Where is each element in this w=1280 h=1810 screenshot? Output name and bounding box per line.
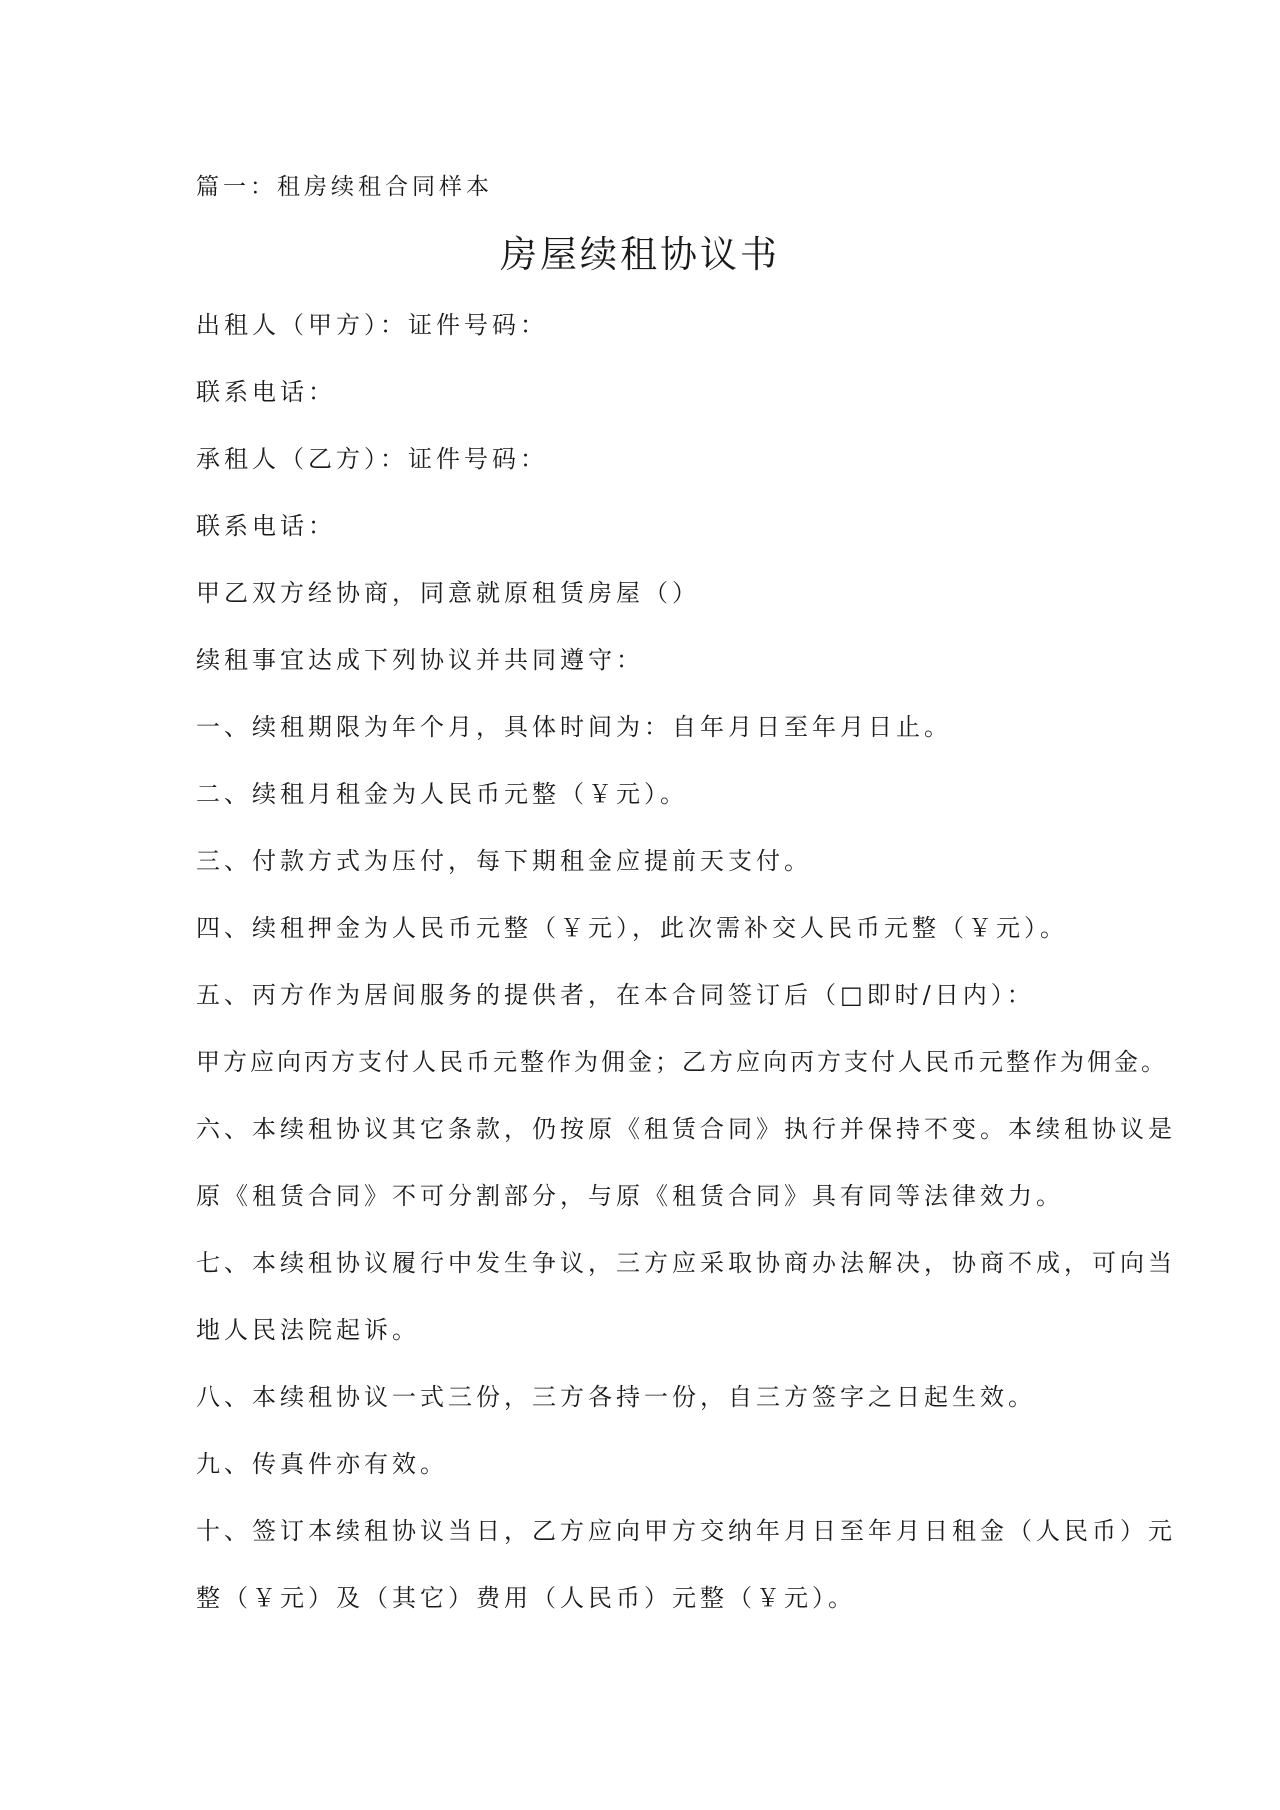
- clause-7: 七、本续租协议履行中发生争议，三方应采取协商办法解决，协商不成，可向当: [196, 1249, 1176, 1277]
- clause-2: 二、续租月租金为人民币元整（￥元）。: [196, 780, 688, 808]
- clause-10: 十、签订本续租协议当日，乙方应向甲方交纳年月日至年月日租金（人民币）元: [196, 1517, 1176, 1545]
- document-title: 房屋续租协议书: [500, 233, 780, 276]
- clause-6-continued: 原《租赁合同》不可分割部分，与原《租赁合同》具有同等法律效力。: [196, 1182, 1064, 1210]
- lessor-id-line: 出租人（甲方）：证件号码：: [196, 311, 548, 339]
- lessee-id-line: 承租人（乙方）：证件号码：: [196, 445, 548, 473]
- intro-line: 甲乙双方经协商，同意就原租赁房屋（）: [196, 579, 700, 607]
- clause-10-continued: 整（￥元）及（其它）费用（人民币）元整（￥元）。: [196, 1584, 856, 1612]
- clause-4: 四、续租押金为人民币元整（￥元），此次需补交人民币元整（￥元）。: [196, 914, 1068, 942]
- clause-3: 三、付款方式为压付，每下期租金应提前天支付。: [196, 847, 812, 875]
- clause-7-continued: 地人民法院起诉。: [196, 1316, 420, 1344]
- lessor-phone-line: 联系电话：: [196, 378, 336, 406]
- clause-9: 九、传真件亦有效。: [196, 1450, 448, 1478]
- section-heading: 篇一：租房续租合同样本: [196, 174, 493, 200]
- clause-5-continued: 甲方应向丙方支付人民币元整作为佣金；乙方应向丙方支付人民币元整作为佣金。: [196, 1048, 1168, 1076]
- lessee-phone-line: 联系电话：: [196, 512, 336, 540]
- clause-5: 五、丙方作为居间服务的提供者，在本合同签订后（□即时/日内）：: [196, 981, 1035, 1009]
- clause-6: 六、本续租协议其它条款，仍按原《租赁合同》执行并保持不变。本续租协议是: [196, 1115, 1176, 1143]
- intro-line-continued: 续租事宜达成下列协议并共同遵守：: [196, 646, 644, 674]
- clause-8: 八、本续租协议一式三份，三方各持一份，自三方签字之日起生效。: [196, 1383, 1036, 1411]
- clause-1: 一、续租期限为年个月，具体时间为：自年月日至年月日止。: [196, 713, 952, 741]
